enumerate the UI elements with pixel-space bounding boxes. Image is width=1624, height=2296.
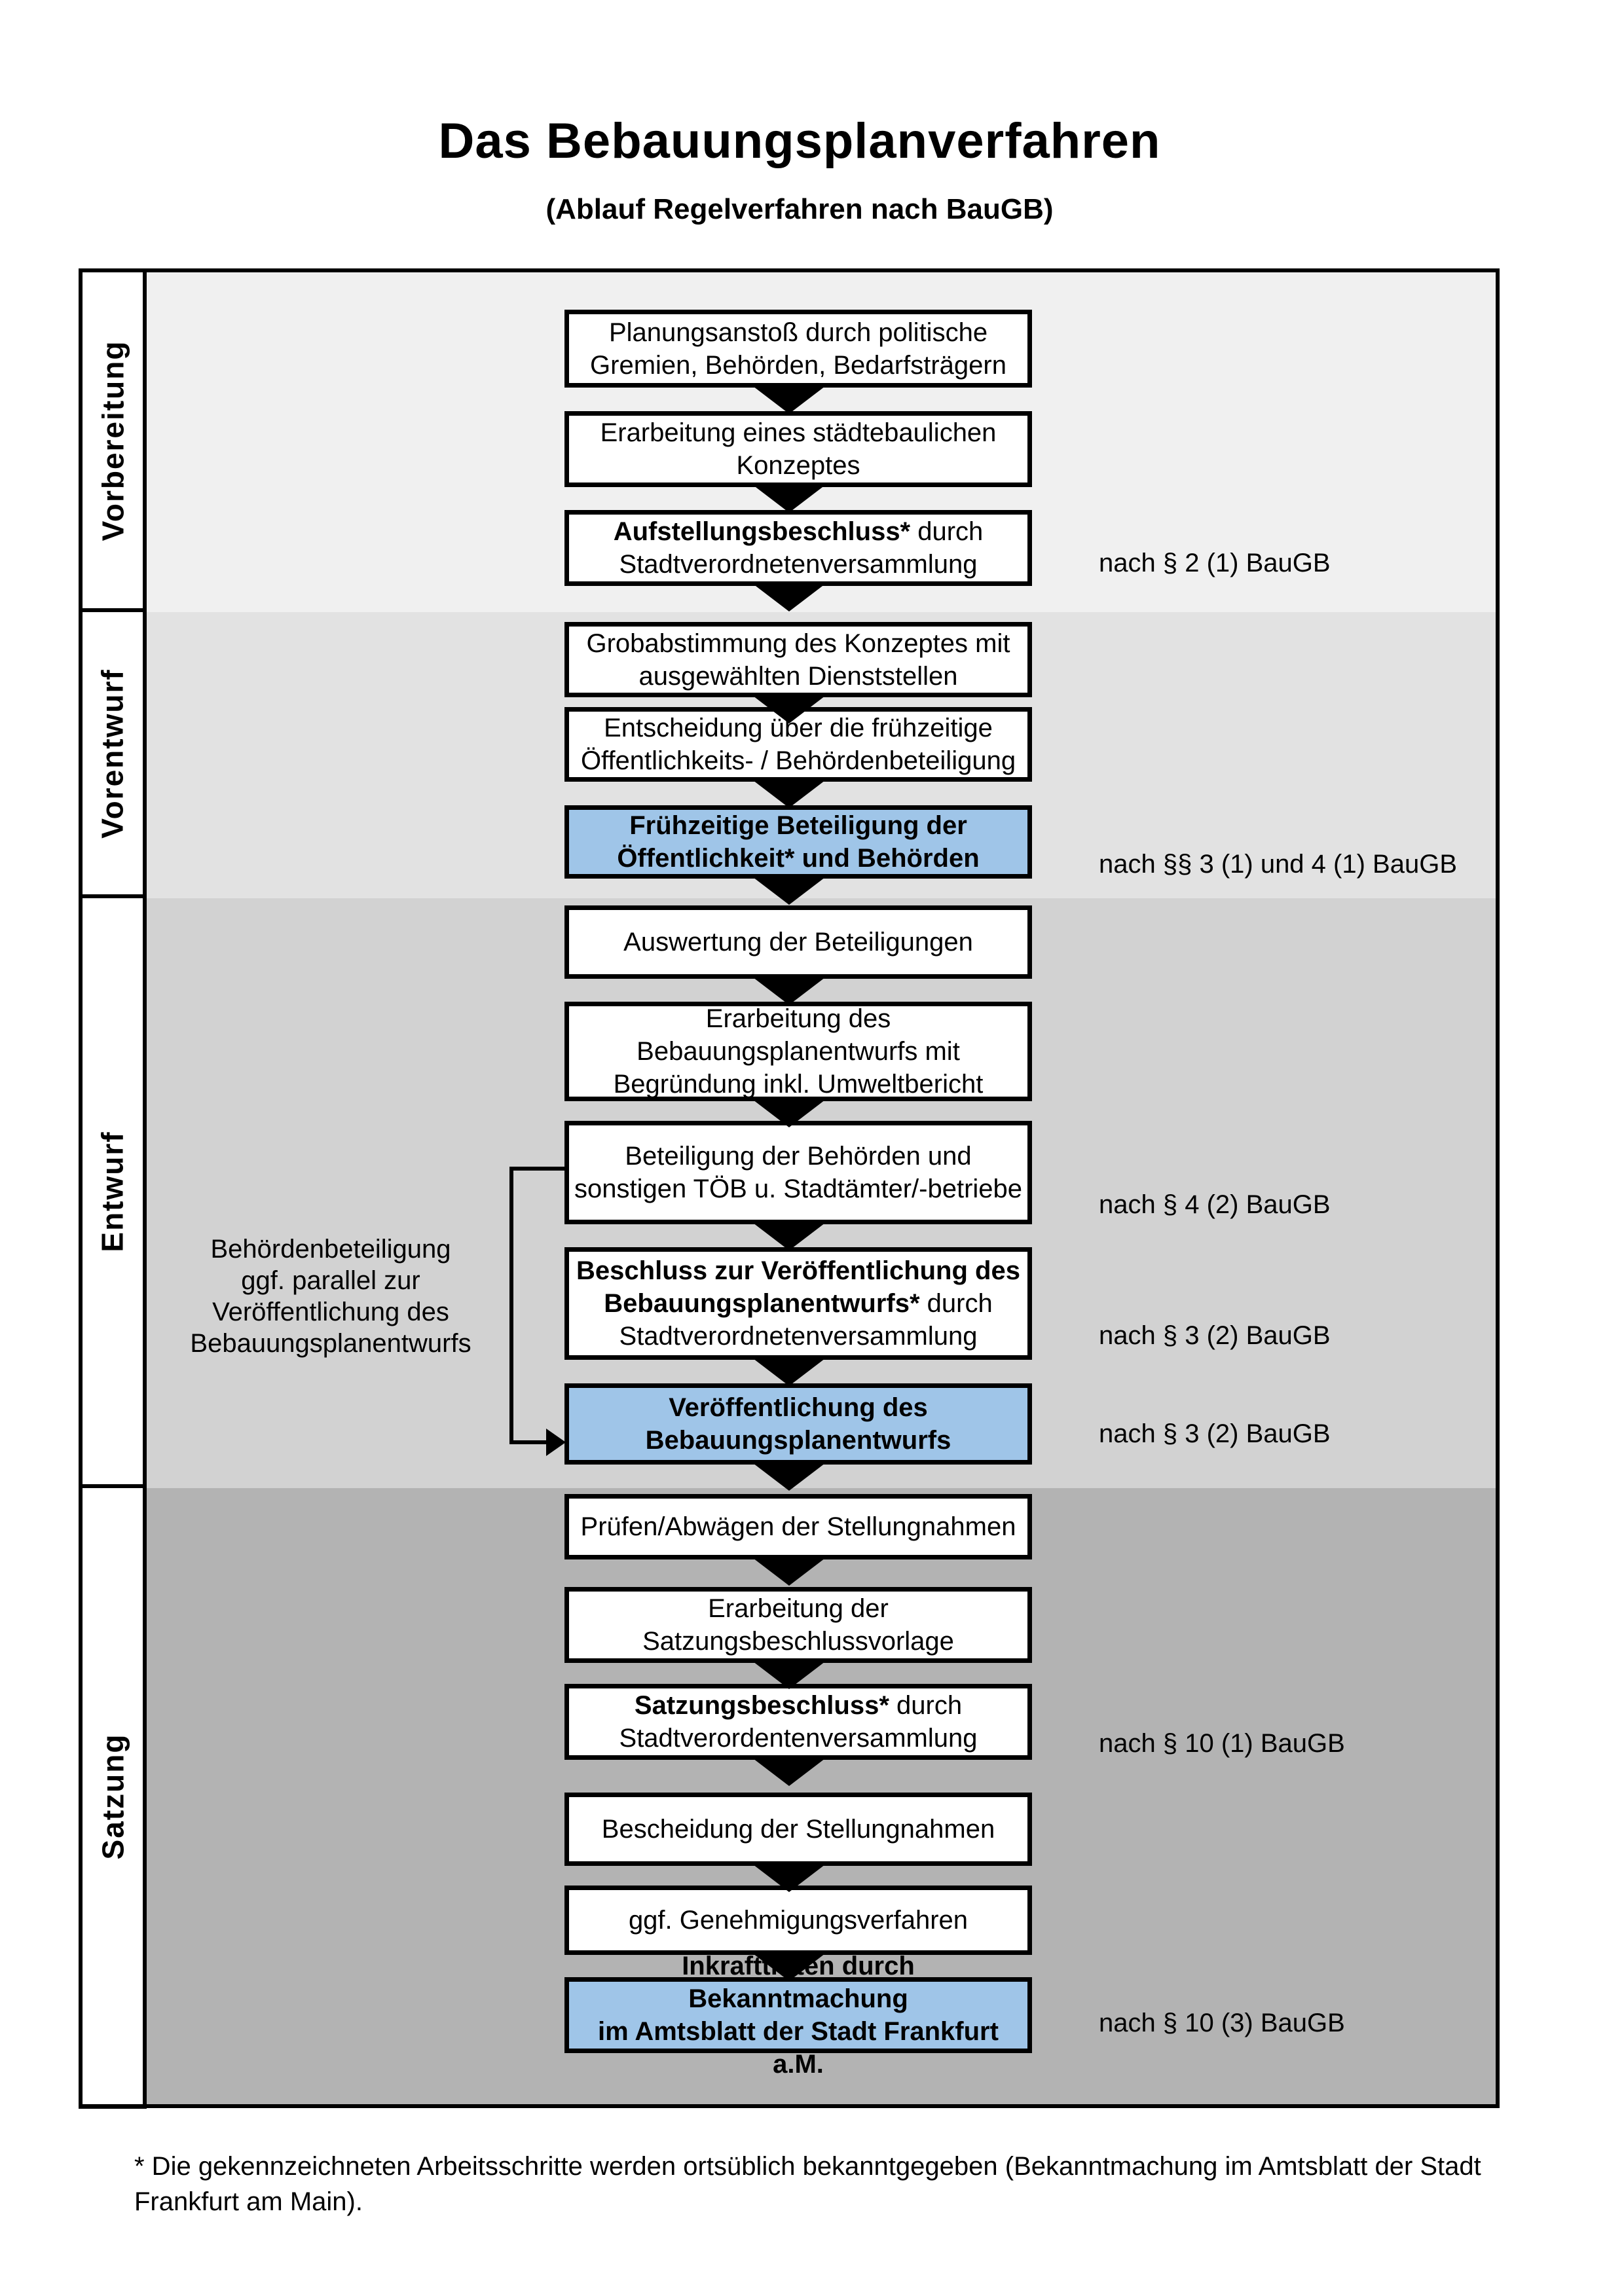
sidebar-phase-satzung bbox=[79, 1488, 147, 2109]
legal-reference: nach § 10 (1) BauGB bbox=[1099, 1729, 1345, 1758]
process-step: Aufstellungsbeschluss* durch Stadtverordnetenversammlung bbox=[564, 510, 1032, 586]
phase-label: Entwurf bbox=[96, 1130, 130, 1252]
flow-arrow-icon bbox=[753, 485, 825, 513]
process-step-highlighted: Frühzeitige Beteiligung der Öffentlichkeit* und Behörden bbox=[564, 805, 1032, 879]
sidebar-phase-vorentwurf bbox=[79, 612, 147, 898]
process-step: Auswertung der Beteiligungen bbox=[564, 905, 1032, 979]
sidebar-phase-vorbereitung bbox=[79, 268, 147, 612]
process-step: Erarbeitung eines städtebaulichen Konzeptes bbox=[564, 411, 1032, 487]
process-step: Erarbeitung der Satzungsbeschlussvorlage bbox=[564, 1587, 1032, 1663]
flow-arrow-icon bbox=[753, 877, 825, 905]
process-step: Satzungsbeschluss* durch Stadtverordentenversammlung bbox=[564, 1684, 1032, 1760]
process-step: Entscheidung über die frühzeitige Öffentlichkeits- / Behördenbeteiligung bbox=[564, 707, 1032, 782]
flow-arrow-icon bbox=[753, 780, 825, 808]
flow-arrow-icon bbox=[753, 1954, 825, 1981]
page-subtitle: (Ablauf Regelverfahren nach BauGB) bbox=[545, 193, 1054, 225]
flow-arrow-icon bbox=[753, 1463, 825, 1491]
flow-arrow-icon bbox=[753, 386, 825, 414]
flow-arrow-icon bbox=[753, 977, 825, 1005]
phase-label: Vorentwurf bbox=[96, 668, 130, 839]
connector-line-bottom bbox=[509, 1440, 547, 1444]
connector-line-top bbox=[509, 1167, 566, 1171]
process-step: Prüfen/Abwägen der Stellungnahmen bbox=[564, 1494, 1032, 1559]
legal-reference: nach § 4 (2) BauGB bbox=[1099, 1190, 1331, 1219]
process-step: Beteiligung der Behörden und sonstigen TÖB u. Stadtämter/-betriebe bbox=[564, 1121, 1032, 1224]
phase-label: Vorbereitung bbox=[96, 340, 130, 541]
flow-arrow-icon bbox=[753, 1100, 825, 1127]
legal-reference: nach § 10 (3) BauGB bbox=[1099, 2009, 1345, 2037]
flow-arrow-icon bbox=[753, 1358, 825, 1386]
flow-arrow-icon bbox=[753, 696, 825, 723]
flow-arrow-icon bbox=[753, 1558, 825, 1586]
sidebar-phase-entwurf bbox=[79, 898, 147, 1488]
footnote: * Die gekennzeichneten Arbeitsschritte werden ortsüblich bekanntgegeben (Bekanntmachung im Amtsblatt der Stadt Frankfurt am Main). bbox=[134, 2152, 1481, 2216]
process-step-highlighted: Veröffentlichung des Bebauungsplanentwurfs bbox=[564, 1383, 1032, 1465]
process-step-highlighted: Inkrafttreten durch Bekanntmachung im Amtsblatt der Stadt Frankfurt a.M. bbox=[564, 1977, 1032, 2053]
process-step: ggf. Genehmigungsverfahren bbox=[564, 1886, 1032, 1955]
legal-reference: nach § 3 (2) BauGB bbox=[1099, 1419, 1331, 1448]
side-annotation bbox=[175, 1233, 486, 1359]
phase-label: Satzung bbox=[96, 1733, 130, 1860]
side-annotation-line: Behördenbeteiligung bbox=[210, 1235, 451, 1264]
page-title: Das Bebauungsplanverfahren bbox=[438, 113, 1161, 169]
connector-line-vertical bbox=[509, 1167, 513, 1444]
legal-reference: nach § 3 (2) BauGB bbox=[1099, 1321, 1331, 1350]
connector-arrow-icon bbox=[546, 1429, 566, 1456]
process-step: Grobabstimmung des Konzeptes mit ausgewählten Dienststellen bbox=[564, 622, 1032, 697]
legal-reference: nach § 2 (1) BauGB bbox=[1099, 549, 1331, 577]
flow-arrow-icon bbox=[753, 1865, 825, 1892]
side-annotation-line: Bebauungsplanentwurfs bbox=[190, 1329, 471, 1358]
process-step: Erarbeitung des Bebauungsplanentwurfs mit Begründung inkl. Umweltbericht bbox=[564, 1002, 1032, 1101]
process-step: Bescheidung der Stellungnahmen bbox=[564, 1793, 1032, 1866]
flow-arrow-icon bbox=[753, 1662, 825, 1689]
side-annotation-line: Veröffentlichung des bbox=[212, 1298, 449, 1326]
process-step: Planungsanstoß durch politische Gremien, Behörden, Bedarfsträgern bbox=[564, 310, 1032, 388]
flow-arrow-icon bbox=[753, 1223, 825, 1250]
legal-reference: nach §§ 3 (1) und 4 (1) BauGB bbox=[1099, 850, 1457, 879]
flow-arrow-icon bbox=[753, 584, 825, 611]
process-step: Beschluss zur Veröffentlichung des Bebauungsplanentwurfs* durch Stadtverordnetenversammlung bbox=[564, 1247, 1032, 1360]
flow-arrow-icon bbox=[753, 1758, 825, 1786]
side-annotation-line: ggf. parallel zur bbox=[241, 1266, 420, 1295]
